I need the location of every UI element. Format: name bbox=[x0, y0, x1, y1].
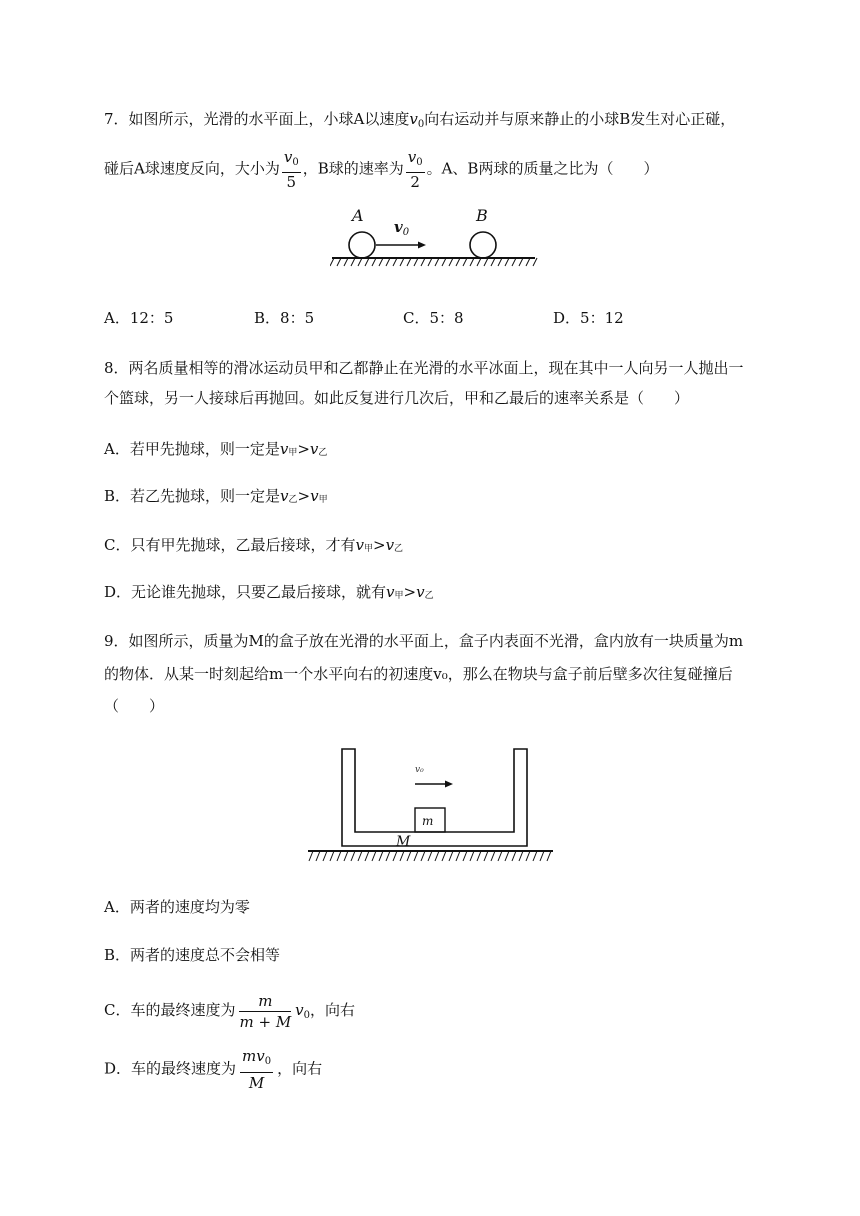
q9-option-d: D．车的最终速度为 $\frac{mv_0}{M}$ ，向右 bbox=[104, 1047, 323, 1092]
fraction-m-over-m-plus-M: $\frac{m}{m + M}$ bbox=[239, 991, 292, 1031]
q7-option-b: B．8：5 bbox=[254, 309, 315, 327]
label-mass-box: M bbox=[396, 834, 411, 850]
q9-line3: （ ） bbox=[104, 697, 165, 715]
label-v0-box: v₀ bbox=[415, 765, 424, 775]
ball-a bbox=[349, 232, 375, 258]
label-v0: $v_0$ bbox=[394, 218, 410, 238]
fraction-mv0-over-M: $\frac{mv_0}{M}$ bbox=[242, 1047, 272, 1092]
label-b: B bbox=[476, 206, 488, 225]
q9-option-a: A．两者的速度均为零 bbox=[104, 898, 250, 916]
q7-line1: 7．如图所示，光滑的水平面上，小球A以速度$v_0$向右运动并与原来静止的小球B发生对心正碰， bbox=[104, 110, 736, 130]
fraction-v0-over-5: $\frac{v_0}{5}$ bbox=[283, 148, 299, 191]
q9-line1: 9．如图所示，质量为M的盒子放在光滑的水平面上，盒子内表面不光滑，盒内放有一块质量为m bbox=[104, 632, 744, 650]
q7-figure-collision bbox=[330, 205, 540, 270]
q9-line2: 的物体．从某一时刻起给m一个水平向右的初速度v₀，那么在物块与盒子前后壁多次往复碰撞后 bbox=[104, 665, 733, 683]
q8-option-c: C．只有甲先抛球，乙最后接球，才有v甲>v乙 bbox=[104, 536, 404, 554]
q8-option-b: B．若乙先抛球，则一定是v乙>v甲 bbox=[104, 487, 328, 505]
q8-option-a: A．若甲先抛球，则一定是v甲>v乙 bbox=[104, 440, 328, 458]
label-a: A bbox=[352, 206, 364, 225]
q8-line1: 8．两名质量相等的滑冰运动员甲和乙都静止在光滑的水平冰面上，现在其中一人向另一人抛出一 bbox=[104, 359, 744, 377]
q7-option-c: C．5：8 bbox=[403, 309, 464, 327]
q9-option-b: B．两者的速度总不会相等 bbox=[104, 946, 281, 964]
q8-option-d: D．无论谁先抛球，只要乙最后接球，就有v甲>v乙 bbox=[104, 583, 434, 601]
q8-line2: 个篮球，另一人接球后再抛回。如此反复进行几次后，甲和乙最后的速率关系是（ ） bbox=[104, 389, 690, 407]
q9-figure-box bbox=[305, 745, 560, 870]
fraction-v0-over-2: $\frac{v_0}{2}$ bbox=[407, 148, 423, 191]
label-m: m bbox=[422, 814, 434, 828]
q7-option-a: A．12：5 bbox=[104, 309, 174, 327]
q7-option-d: D．5：12 bbox=[553, 309, 624, 327]
ball-b bbox=[470, 232, 496, 258]
q7-line2: 碰后A球速度反向，大小为 $\frac{v_0}{5}$ ，B球的速率为 $\frac{v_0}{2}$ 。A、B两球的质量之比为（ ） bbox=[104, 148, 659, 191]
q9-option-c: C．车的最终速度为 $\frac{m}{m + M}$ $v_0$，向右 bbox=[104, 991, 356, 1031]
